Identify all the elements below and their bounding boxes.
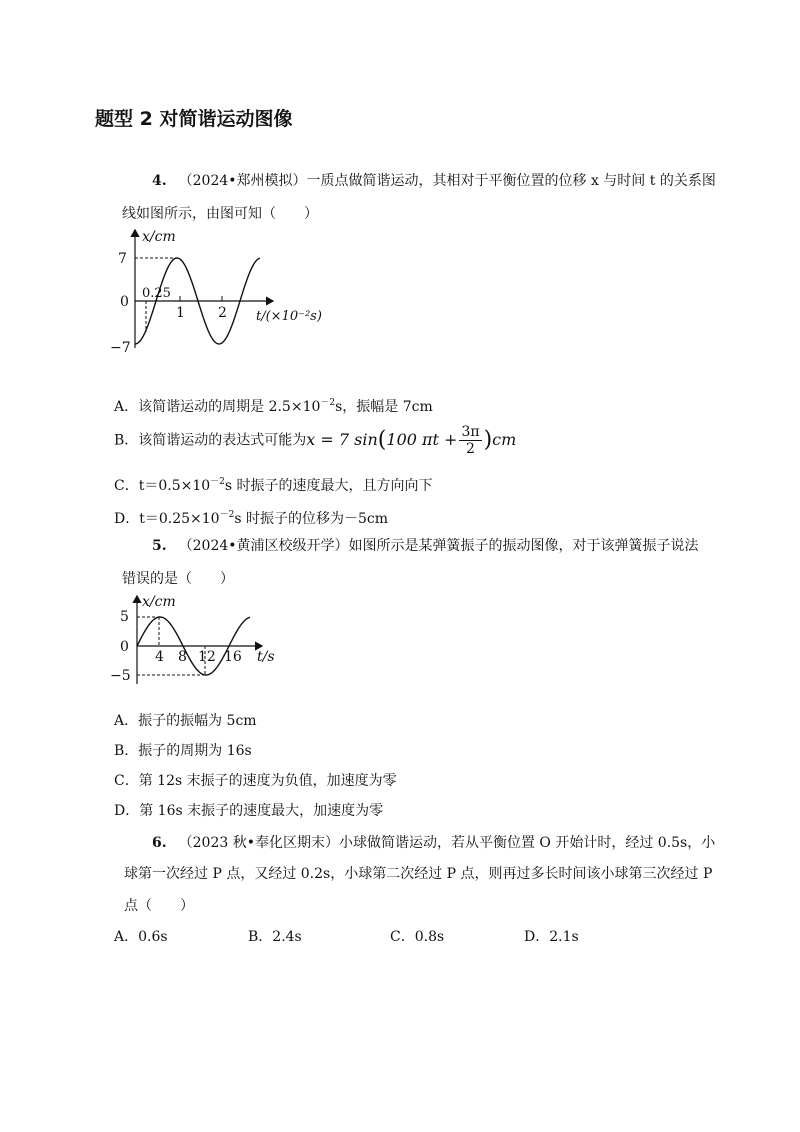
question-5-stem-2: 错误的是（ ） — [122, 571, 234, 587]
question-6-option-c: C．0.8s — [390, 929, 445, 945]
fraction-numerator: 3π — [461, 424, 480, 440]
question-5-option-a: A．振子的振幅为 5cm — [114, 713, 257, 729]
question-6-stem-1: （2023 秋•奉化区期末）小球做简谐运动，若从平衡位置 O 开始计时，经过 0.5s，小 — [178, 835, 716, 851]
option-letter: A． — [114, 399, 139, 415]
question-4-option-c — [114, 472, 433, 496]
question-6-stem-2: 球第一次经过 P 点，又经过 0.2s，小球第二次经过 P 点，则再过多长时间该小球第三次经过 P — [124, 866, 713, 882]
x-tick-12: 12 — [198, 649, 216, 665]
option-d-exponent: －2 — [219, 510, 235, 520]
question-6-option-a: A．0.6s — [114, 929, 168, 945]
section-heading: 题型 2 对简谐运动图像 — [95, 108, 293, 130]
formula-fraction — [459, 424, 481, 457]
formula-part-2: 100 πt + — [386, 430, 458, 449]
option-a-text: 该简谐运动的周期是 2.5×10 — [138, 399, 321, 415]
question-6-line-1 — [152, 833, 715, 853]
y-tick-zero: 0 — [120, 639, 129, 655]
option-letter: B． — [114, 432, 139, 449]
y-tick-zero: 0 — [120, 294, 129, 310]
y-tick-max: 5 — [120, 609, 129, 625]
y-tick-max: 7 — [118, 251, 127, 267]
option-d-text: t＝0.25×10 — [139, 511, 220, 527]
question-5-option-b: B．振子的周期为 16s — [114, 743, 252, 759]
question-5-option-c: C．第 12s 末振子的速度为负值，加速度为零 — [114, 773, 397, 789]
question-5-line-1 — [152, 536, 699, 556]
option-a-text-2: s，振幅是 7cm — [335, 399, 433, 415]
question-4-line-1 — [152, 171, 716, 191]
question-4-stem-2: 线如图所示，由图可知（ ） — [122, 206, 318, 222]
x-tick-1: 1 — [176, 305, 185, 321]
question-5-option-d: D．第 16s 末振子的速度最大，加速度为零 — [114, 803, 384, 819]
y-axis-label: x/cm — [142, 594, 176, 610]
option-c-text-2: s 时振子的速度最大，且方向向下 — [224, 478, 433, 494]
x-tick-2: 2 — [218, 305, 227, 321]
formula-unit: cm — [492, 430, 517, 449]
formula-part-1: x = 7 sin — [306, 430, 378, 449]
question-6-option-d: D．2.1s — [524, 929, 579, 945]
option-b-text: 该简谐运动的表达式可能为 — [138, 432, 307, 449]
fraction-denominator: 2 — [466, 441, 475, 457]
question-4-option-a — [114, 393, 433, 417]
x-tick-16: 16 — [224, 649, 242, 665]
x-axis-label: t/s — [257, 649, 275, 665]
question-4-option-d — [114, 505, 388, 529]
x-axis-label: t/(×10⁻²s) — [256, 309, 322, 324]
question-4-graph — [110, 225, 350, 360]
question-5-number: 5. — [152, 538, 167, 554]
x-tick-4: 4 — [155, 649, 164, 665]
option-letter: D． — [114, 511, 140, 527]
question-4-stem-1: （2024•郑州模拟）一质点做简谐运动，其相对于平衡位置的位移 x 与时间 t 的关系图 — [178, 173, 716, 189]
question-5-stem-1: （2024•黄浦区校级开学）如图所示是某弹簧振子的振动图像，对于该弹簧振子说法 — [178, 538, 699, 554]
option-d-text-2: s 时振子的位移为－5cm — [234, 511, 388, 527]
x-tick-8: 8 — [178, 649, 187, 665]
question-4-option-b — [114, 424, 516, 457]
x-tick-0-25: 0.25 — [142, 286, 171, 301]
question-6-stem-3: 点（ ） — [124, 898, 194, 914]
question-6-option-b: B．2.4s — [248, 929, 302, 945]
option-c-exponent: －2 — [210, 477, 225, 487]
option-b-formula: x = 7 sin(100 πt + $\frac{3\pi}{2}$ )cm — [306, 424, 517, 457]
y-axis-label: x/cm — [142, 229, 176, 245]
option-letter: C． — [114, 478, 139, 494]
y-tick-min: −7 — [110, 340, 131, 356]
option-a-exponent: －2 — [320, 398, 336, 408]
y-tick-min: −5 — [110, 668, 131, 684]
question-5-graph — [110, 590, 290, 690]
option-c-text: t＝0.5×10 — [138, 478, 211, 494]
question-6-number: 6. — [152, 835, 167, 851]
question-4-number: 4. — [152, 173, 167, 189]
